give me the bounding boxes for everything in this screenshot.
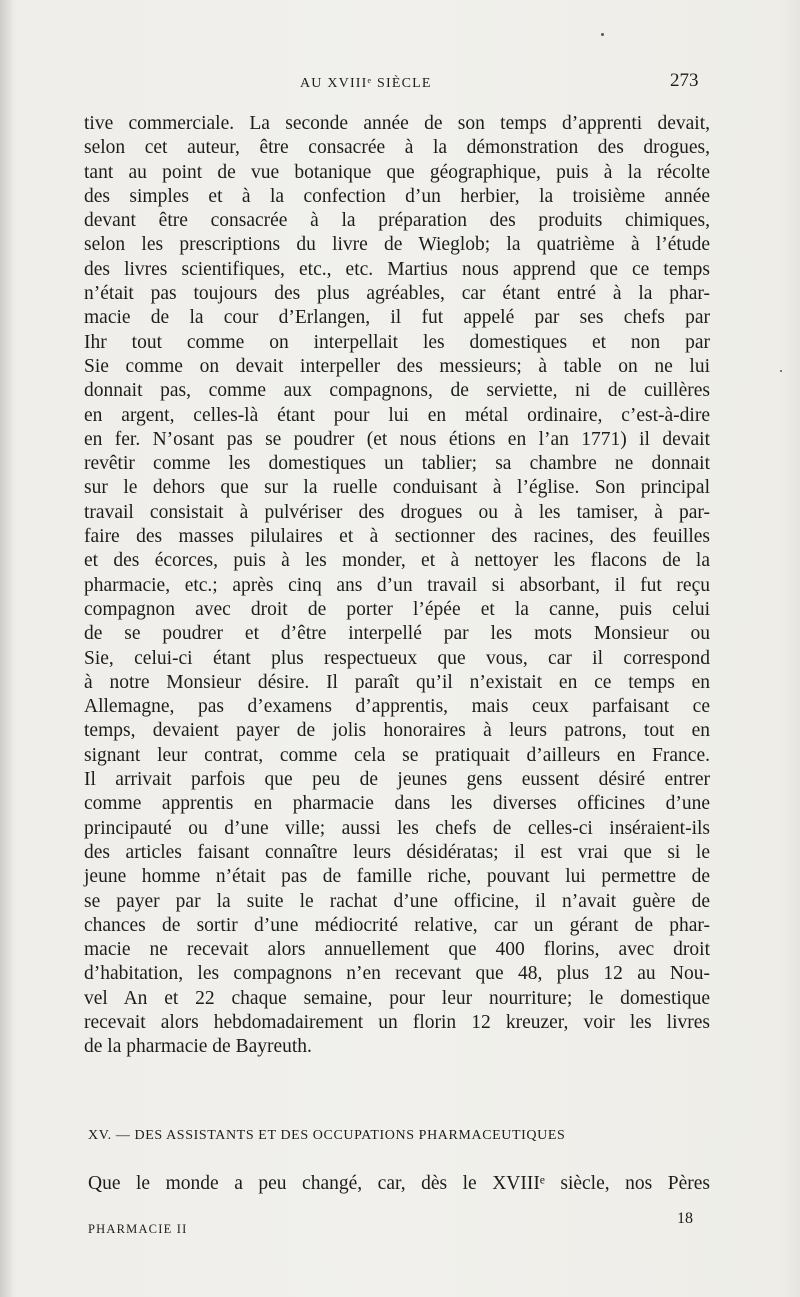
text-line: macie de la cour d’Erlangen, il fut appelé par ses chefs par <box>84 307 710 329</box>
text-line: devant être consacrée à la préparation des produits chimiques, <box>84 210 710 232</box>
text-line: comme apprentis en pharmacie dans les diverses officines d’une <box>84 793 710 815</box>
text-line: selon les prescriptions du livre de Wieglob; la quatrième à l’étude <box>84 234 710 256</box>
running-head: AU XVIIIᵉ SIÈCLE <box>300 76 432 91</box>
next-paragraph-line: Que le monde a peu changé, car, dès le XVIIIᵉ siècle, nos Pères <box>88 1173 710 1194</box>
text-line: d’habitation, les compagnons n’en recevant que 48, plus 12 au Nou- <box>84 963 710 985</box>
text-line: de la pharmacie de Bayreuth. <box>84 1036 312 1058</box>
text-line: macie ne recevait alors annuellement que 400 florins, avec droit <box>84 939 710 961</box>
text-line: travail consistait à pulvériser des drogues ou à les tamiser, à par- <box>84 501 710 523</box>
text-line: en fer. N’osant pas se poudrer (et nous étions en l’an 1771) il devait <box>84 428 710 450</box>
paper-speck <box>780 370 782 372</box>
text-line: temps, devaient payer de jolis honoraires à leurs patrons, tout en <box>84 720 710 742</box>
paper-speck <box>601 33 604 36</box>
text-line: vel An et 22 chaque semaine, pour leur nourriture; le domestique <box>84 987 710 1009</box>
text-line: recevait alors hebdomadairement un florin 12 kreuzer, voir les livres <box>84 1011 710 1033</box>
spine-shadow <box>0 0 14 1297</box>
text-line: faire des masses pilulaires et à sectionner des racines, des feuilles <box>84 526 710 548</box>
text-line: tant au point de vue botanique que géographique, puis à la récolte <box>84 161 710 183</box>
text-line: se payer par la suite le rachat d’une officine, il n’avait guère de <box>84 890 710 912</box>
text-line: sur le dehors que sur la ruelle conduisant à l’église. Son principal <box>84 477 710 499</box>
text-line: en argent, celles-là étant pour lui en métal ordinaire, c’est-à-dire <box>84 404 710 426</box>
text-line: principauté ou d’une ville; aussi les chefs de celles-ci inséraient-ils <box>84 817 710 839</box>
page-number: 273 <box>670 70 699 91</box>
text-line: n’était pas toujours des plus agréables, car étant entré à la phar- <box>84 283 710 305</box>
text-line: pharmacie, etc.; après cinq ans d’un travail si absorbant, il fut reçu <box>84 574 710 596</box>
text-line: des articles faisant connaître leurs désidératas; il est vrai que si le <box>84 841 710 863</box>
text-line: tive commerciale. La seconde année de son temps d’apprenti devait, <box>84 113 710 134</box>
body-text <box>84 112 710 1060</box>
text-line: donnait pas, comme aux compagnons, de serviette, ni de cuillères <box>84 380 710 402</box>
text-line: à notre Monsieur désire. Il paraît qu’il n’existait en ce temps en <box>84 671 710 693</box>
signature-number: 18 <box>677 1210 693 1227</box>
text-line: et des écorces, puis à les monder, et à nettoyer les flacons de la <box>84 550 710 572</box>
text-line: chances de sortir d’une médiocrité relative, car un gérant de phar- <box>84 914 710 936</box>
signature-mark: PHARMACIE II <box>88 1222 188 1236</box>
text-line: Sie comme on devait interpeller des messieurs; à table on ne lui <box>84 355 710 377</box>
text-line: jeune homme n’était pas de famille riche, pouvant lui permettre de <box>84 866 710 888</box>
text-line: compagnon avec droit de porter l’épée et la canne, puis celui <box>84 598 710 620</box>
text-line: Ihr tout comme on interpellait les domestiques et non par <box>84 331 710 353</box>
text-line: des livres scientifiques, etc., etc. Martius nous apprend que ce temps <box>84 258 710 280</box>
text-line: signant leur contrat, comme cela se pratiquait d’ailleurs en France. <box>84 744 710 766</box>
section-heading: XV. — DES ASSISTANTS ET DES OCCUPATIONS PHARMACEUTIQUES <box>88 1128 566 1143</box>
text-line: Sie, celui-ci étant plus respectueux que vous, car il correspond <box>84 647 710 669</box>
text-line: des simples et à la confection d’un herbier, la troisième année <box>84 185 710 207</box>
text-line: selon cet auteur, être consacrée à la démonstration des drogues, <box>84 137 710 159</box>
text-line: revêtir comme les domestiques un tablier; sa chambre ne donnait <box>84 453 710 475</box>
text-line: Allemagne, pas d’examens d’apprentis, mais ceux parfaisant ce <box>84 696 710 718</box>
text-line: de se poudrer et d’être interpellé par les mots Monsieur ou <box>84 623 710 645</box>
text-line: Il arrivait parfois que peu de jeunes gens eussent désiré entrer <box>84 769 710 791</box>
